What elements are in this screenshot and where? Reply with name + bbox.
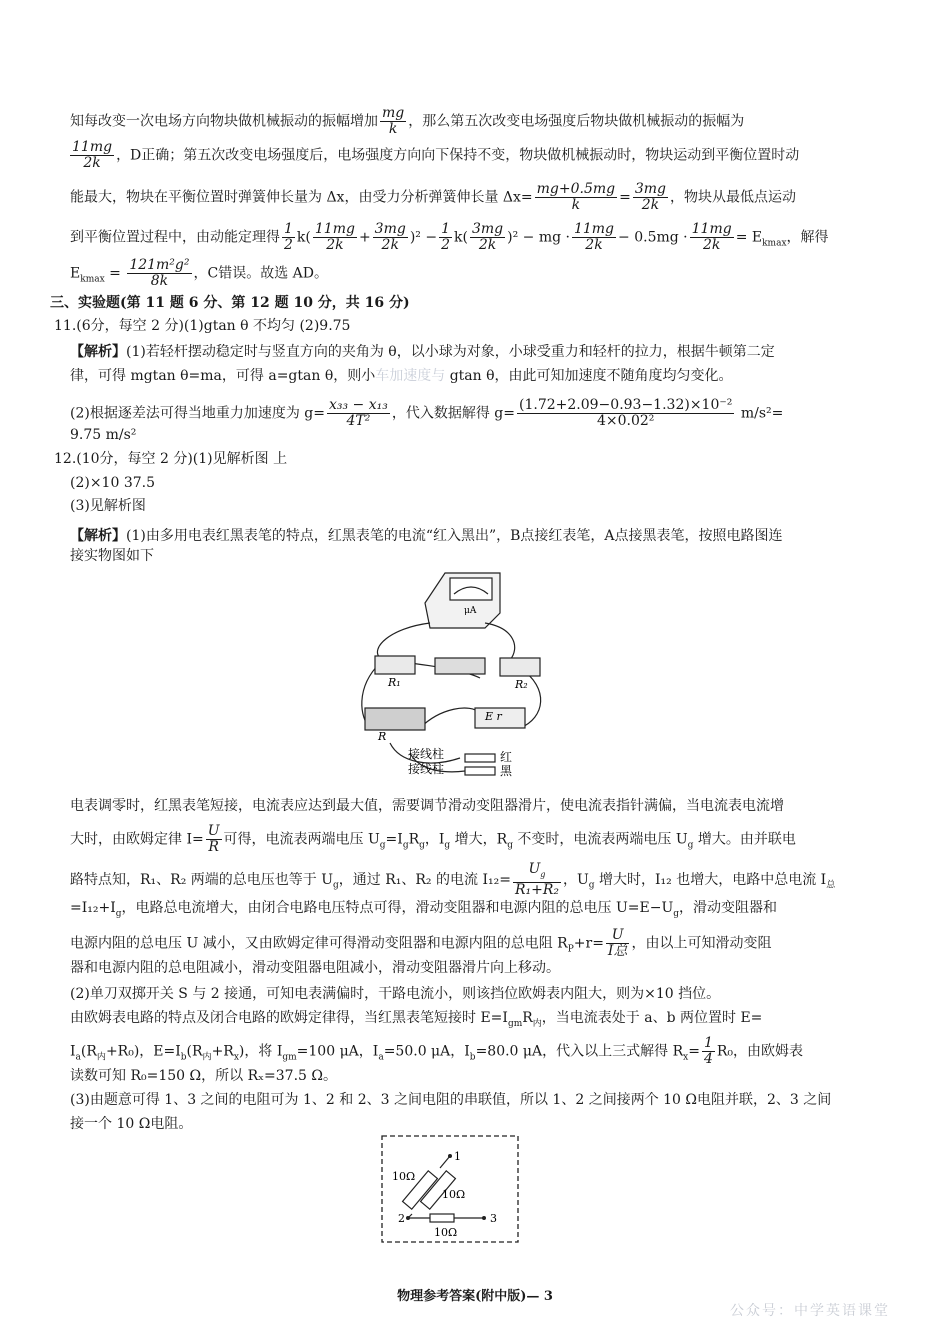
subscript: g bbox=[379, 840, 386, 851]
subscript: gm bbox=[507, 1018, 523, 1029]
fraction bbox=[535, 182, 617, 213]
subscript: x bbox=[233, 1052, 239, 1063]
resistor-label: 10Ω bbox=[434, 1226, 458, 1239]
r-label: R bbox=[378, 730, 387, 743]
subscript: 内 bbox=[202, 1052, 212, 1063]
text: 由欧姆表电路的特点及闭合电路的欧姆定律得，当红黑表笔短接时 E=I bbox=[70, 1010, 508, 1026]
wire bbox=[440, 1156, 450, 1168]
numerator: 11mg bbox=[72, 139, 113, 155]
text: = E bbox=[735, 229, 763, 246]
text: 知每改变一次电场方向物块做机械振动的振幅增加 bbox=[70, 113, 378, 130]
text: ，U bbox=[562, 871, 589, 888]
text: + bbox=[358, 229, 371, 246]
text: (R bbox=[80, 1043, 97, 1060]
subscript: 内 bbox=[96, 1052, 106, 1063]
denominator: 4 bbox=[703, 1051, 713, 1067]
subscript: a bbox=[75, 1052, 81, 1063]
text: )² − mg · bbox=[507, 229, 570, 246]
text: (1)若轻杆摆动稳定时与竖直方向的夹角为 θ，以小球为对象，小球受重力和轻杆的拉力，根据牛顿第二定 bbox=[126, 344, 775, 360]
numerator: 1 bbox=[441, 221, 451, 237]
terminal-label-1: 接线柱 bbox=[408, 747, 445, 761]
numerator: U bbox=[606, 928, 630, 944]
fraction bbox=[690, 222, 734, 253]
text: R bbox=[522, 1010, 533, 1026]
numerator: 1 bbox=[284, 221, 293, 237]
wire bbox=[420, 708, 480, 728]
numerator: 11mg bbox=[314, 221, 355, 237]
node-2 bbox=[406, 1216, 410, 1220]
text: I bbox=[70, 1043, 76, 1060]
subscript: kmax bbox=[80, 274, 105, 285]
black-probe bbox=[465, 767, 495, 775]
text: R bbox=[408, 831, 420, 848]
text: m/s²= bbox=[736, 405, 784, 422]
r2-label: R₂ bbox=[515, 678, 528, 691]
subscript: g bbox=[540, 869, 546, 879]
switch bbox=[435, 658, 485, 674]
text-line: 器和电源内阻的总电阻减小，滑动变阻器电阻减小，滑动变阻器滑片向上移动。 bbox=[70, 960, 560, 976]
numerator-text: U bbox=[528, 861, 541, 877]
subscript: g bbox=[673, 908, 680, 919]
text: =50.0 μA，I bbox=[383, 1043, 470, 1060]
fraction bbox=[206, 824, 222, 855]
text-line bbox=[70, 106, 744, 137]
text: = bbox=[619, 189, 631, 206]
fraction bbox=[439, 222, 452, 253]
text: R₀，由欧姆表 bbox=[716, 1043, 804, 1060]
page-footer: 物理参考答案(附中版)— 3 bbox=[397, 1289, 553, 1304]
subscript: gm bbox=[282, 1052, 297, 1063]
fraction bbox=[572, 222, 616, 253]
text-line bbox=[70, 342, 775, 362]
denominator: 4T² bbox=[346, 413, 371, 429]
faded-text: 车加速度与 bbox=[375, 368, 446, 384]
denominator: 2k bbox=[641, 197, 660, 213]
text: ，C错误。故选 AD。 bbox=[193, 265, 328, 282]
fraction bbox=[702, 1036, 715, 1067]
text: (2)根据逐差法可得当地重力加速度为 g= bbox=[70, 405, 325, 422]
text: ，I bbox=[424, 831, 445, 848]
rheostat bbox=[365, 708, 425, 730]
text-line: (2)单刀双掷开关 S 与 2 接通，可知电表满偏时，干路电流小，则该挡位欧姆表内阻大，则为×10 挡位。 bbox=[70, 986, 721, 1002]
denominator: 2 bbox=[284, 237, 293, 253]
resistor-label: 10Ω bbox=[442, 1188, 466, 1201]
question-12-answer: 12.(10分，每空 2 分)(1)见解析图 上 bbox=[54, 451, 288, 467]
terminal-label-2: 接线柱 bbox=[408, 762, 445, 776]
text-line bbox=[70, 526, 783, 546]
denominator: 2k bbox=[478, 237, 497, 253]
text: k( bbox=[296, 229, 311, 246]
text: 增大。由并联电 bbox=[693, 831, 796, 848]
numerator: 3mg bbox=[471, 221, 504, 237]
question-11-answer: 11.(6分，每空 2 分)(1)gtan θ 不均匀 (2)9.75 bbox=[54, 318, 351, 334]
text: ，通过 R₁、R₂ 的电流 I₁₂= bbox=[338, 871, 511, 888]
subscript: 总 bbox=[826, 880, 836, 891]
text: +R₀)，E=I bbox=[105, 1043, 181, 1060]
red-probe bbox=[465, 754, 495, 762]
fraction bbox=[70, 140, 114, 171]
fraction bbox=[380, 106, 406, 137]
denominator: I总 bbox=[607, 943, 628, 959]
analysis-label: 【解析】 bbox=[70, 528, 126, 544]
text: 能最大，物块在平衡位置时弹簧伸长量为 Δx，由受力分析弹簧伸长量 Δx= bbox=[70, 189, 533, 206]
text: =100 μA，I bbox=[296, 1043, 379, 1060]
circuit-photo-diagram bbox=[350, 568, 550, 778]
text: ，电路总电流增大，由闭合电路电压特点可得，滑动变阻器和电源内阻的总电压 U=E−U bbox=[121, 900, 674, 916]
text-line bbox=[70, 824, 796, 855]
text: 增大，R bbox=[450, 831, 508, 848]
text-line: (2)×10 37.5 bbox=[70, 475, 155, 491]
numerator: 3mg bbox=[374, 221, 406, 237]
text: (R bbox=[186, 1043, 203, 1060]
numerator: 11mg bbox=[691, 221, 732, 237]
text-line bbox=[70, 140, 799, 171]
meter-unit-label: μA bbox=[464, 606, 477, 616]
text-line: (3)由题意可得 1、3 之间的电阻可为 1、2 和 2、3 之间电阻的串联值，所以 1、2 之间接两个 10 Ω电阻并联，2、3 之间 bbox=[70, 1092, 832, 1108]
denominator: 2k bbox=[381, 237, 399, 253]
fraction bbox=[313, 222, 357, 253]
text: 不变时，电流表两端电压 U bbox=[512, 831, 688, 848]
text: = bbox=[104, 265, 126, 282]
text: ，滑动变阻器和 bbox=[679, 900, 778, 916]
denominator: 2k bbox=[326, 237, 344, 253]
subscript: b bbox=[180, 1052, 187, 1063]
node-3 bbox=[482, 1216, 486, 1220]
text: 律，可得 mgtan θ=ma，可得 a=gtan θ，则小 bbox=[70, 368, 376, 384]
text: 路特点知，R₁、R₂ 两端的总电压也等于 U bbox=[70, 871, 334, 888]
text-line: 接实物图如下 bbox=[70, 548, 154, 564]
text: )² − bbox=[409, 229, 438, 246]
resistor-r2 bbox=[500, 658, 540, 676]
denominator: k bbox=[571, 197, 581, 213]
subscript: kmax bbox=[762, 238, 787, 249]
subscript: P bbox=[567, 944, 574, 955]
text-line bbox=[70, 258, 328, 289]
text: ，当电流表处于 a、b 两位置时 E= bbox=[541, 1010, 763, 1026]
node-3-label: 3 bbox=[490, 1212, 497, 1225]
node-1-label: 1 bbox=[454, 1150, 461, 1163]
text: +r= bbox=[573, 935, 604, 952]
subscript: 内 bbox=[532, 1018, 542, 1029]
numerator: (1.72+2.09−0.93−1.32)×10⁻² bbox=[519, 397, 733, 413]
fraction bbox=[606, 928, 630, 959]
text-line bbox=[70, 1036, 803, 1067]
section-heading: 三、实验题(第 11 题 6 分、第 12 题 10 分，共 16 分) bbox=[50, 295, 410, 311]
er-label: E r bbox=[485, 710, 502, 723]
text: ，解得 bbox=[786, 229, 829, 246]
text: ，代入数据解得 g= bbox=[391, 405, 516, 422]
red-label: 红 bbox=[500, 750, 513, 764]
denominator: 8k bbox=[150, 273, 169, 289]
text-line: 接一个 10 Ω电阻。 bbox=[70, 1116, 193, 1132]
resistor-network-diagram bbox=[380, 1134, 522, 1246]
fraction bbox=[282, 222, 295, 253]
text: =I₁₂+I bbox=[70, 900, 116, 916]
resistor-bottom bbox=[430, 1214, 454, 1222]
resistor-label: 10Ω bbox=[392, 1170, 416, 1183]
text: E bbox=[70, 265, 81, 282]
text: 增大时，I₁₂ 也增大，电路中总电流 I bbox=[594, 871, 827, 888]
subscript: g bbox=[687, 840, 694, 851]
subscript: g bbox=[115, 908, 122, 919]
text: 大时，由欧姆定律 I= bbox=[70, 831, 204, 848]
text-line bbox=[70, 366, 733, 386]
node-1 bbox=[448, 1154, 452, 1158]
text-line: 读数可知 R₀=150 Ω，所以 Rₓ=37.5 Ω。 bbox=[70, 1068, 337, 1084]
fraction bbox=[513, 862, 561, 898]
text-line bbox=[70, 1008, 762, 1034]
text: gtan θ，由此可知加速度不随角度均匀变化。 bbox=[445, 368, 733, 384]
numerator bbox=[513, 862, 561, 883]
numerator: U bbox=[207, 823, 220, 839]
text: ，那么第五次改变电场强度后物块做机械振动的振幅为 bbox=[408, 113, 745, 130]
denominator: 2k bbox=[702, 237, 721, 253]
text-line: 电表调零时，红黑表笔短接，电流表应达到最大值，需要调节滑动变阻器滑片，使电流表指针满偏，当电流表电流增 bbox=[70, 798, 784, 814]
text: )，将 I bbox=[238, 1043, 283, 1060]
subscript: b bbox=[469, 1052, 476, 1063]
black-label: 黑 bbox=[500, 764, 513, 778]
fraction bbox=[517, 398, 734, 429]
text: k( bbox=[454, 229, 468, 246]
text-line bbox=[70, 862, 835, 898]
text: 电源内阻的总电压 U 减小，又由欧姆定律可得滑动变阻器和电源内阻的总电阻 R bbox=[70, 935, 568, 952]
subscript: x bbox=[683, 1052, 689, 1063]
r1-label: R₁ bbox=[388, 676, 401, 689]
text: 到平衡位置过程中，由动能定理得 bbox=[70, 229, 280, 246]
subscript: a bbox=[378, 1052, 384, 1063]
wire bbox=[485, 623, 515, 660]
text: +R bbox=[211, 1043, 234, 1060]
numerator: 121m²g² bbox=[129, 257, 190, 273]
denominator: R₁+R₂ bbox=[514, 881, 559, 898]
wire bbox=[377, 623, 430, 658]
watermark: 公众号：中学英语课堂 bbox=[730, 1303, 890, 1319]
subscript: g bbox=[588, 880, 595, 891]
text-line bbox=[70, 898, 777, 924]
text: =80.0 μA，代入以上三式解得 R bbox=[475, 1043, 684, 1060]
numerator: 1 bbox=[703, 1035, 713, 1051]
text: 可得，电流表两端电压 U bbox=[223, 831, 380, 848]
denominator: 2 bbox=[441, 237, 451, 253]
denominator: 4×0.02² bbox=[596, 413, 655, 429]
text: (1)由多用电表红黑表笔的特点，红黑表笔的电流“红入黑出”，B点接红表笔，A点接黑表笔，按照电路图连 bbox=[126, 528, 783, 544]
numerator: x₃₃ − x₁₃ bbox=[328, 397, 388, 413]
text-line bbox=[70, 928, 771, 959]
ammeter-face bbox=[450, 578, 492, 600]
fraction bbox=[633, 182, 668, 213]
text-line: (3)见解析图 bbox=[70, 498, 146, 514]
text-line bbox=[70, 182, 796, 213]
analysis-label: 【解析】 bbox=[70, 344, 126, 360]
node-2-label: 2 bbox=[398, 1212, 405, 1225]
denominator: k bbox=[388, 121, 398, 137]
text: − 0.5mg · bbox=[618, 229, 688, 246]
numerator: 3mg bbox=[634, 181, 667, 197]
subscript: g bbox=[419, 840, 425, 851]
denominator: 2k bbox=[585, 237, 603, 253]
fraction bbox=[470, 222, 505, 253]
resistor-r1 bbox=[375, 656, 415, 674]
numerator: mg+0.5mg bbox=[536, 181, 616, 197]
text: = bbox=[688, 1043, 700, 1060]
fraction bbox=[127, 258, 191, 289]
denominator: R bbox=[208, 839, 219, 855]
numerator: 11mg bbox=[573, 221, 615, 237]
text-line: 9.75 m/s² bbox=[70, 427, 137, 443]
text-line bbox=[70, 398, 783, 429]
text-line bbox=[70, 222, 829, 253]
subscript: g bbox=[333, 880, 339, 891]
fraction bbox=[373, 222, 408, 253]
text: ，物块从最低点运动 bbox=[670, 189, 797, 206]
subscript: g bbox=[507, 840, 513, 851]
numerator: mg bbox=[382, 105, 405, 121]
subscript: g bbox=[444, 840, 451, 851]
text: ，D正确；第五次改变电场强度后，电场强度方向向下保持不变，物块做机械振动时，物块运动到平衡位置时动 bbox=[116, 147, 800, 164]
denominator: 2k bbox=[83, 155, 101, 171]
subscript: g bbox=[402, 840, 409, 851]
fraction bbox=[327, 398, 390, 429]
text: =I bbox=[385, 831, 403, 848]
text: ，由以上可知滑动变阻 bbox=[631, 935, 772, 952]
